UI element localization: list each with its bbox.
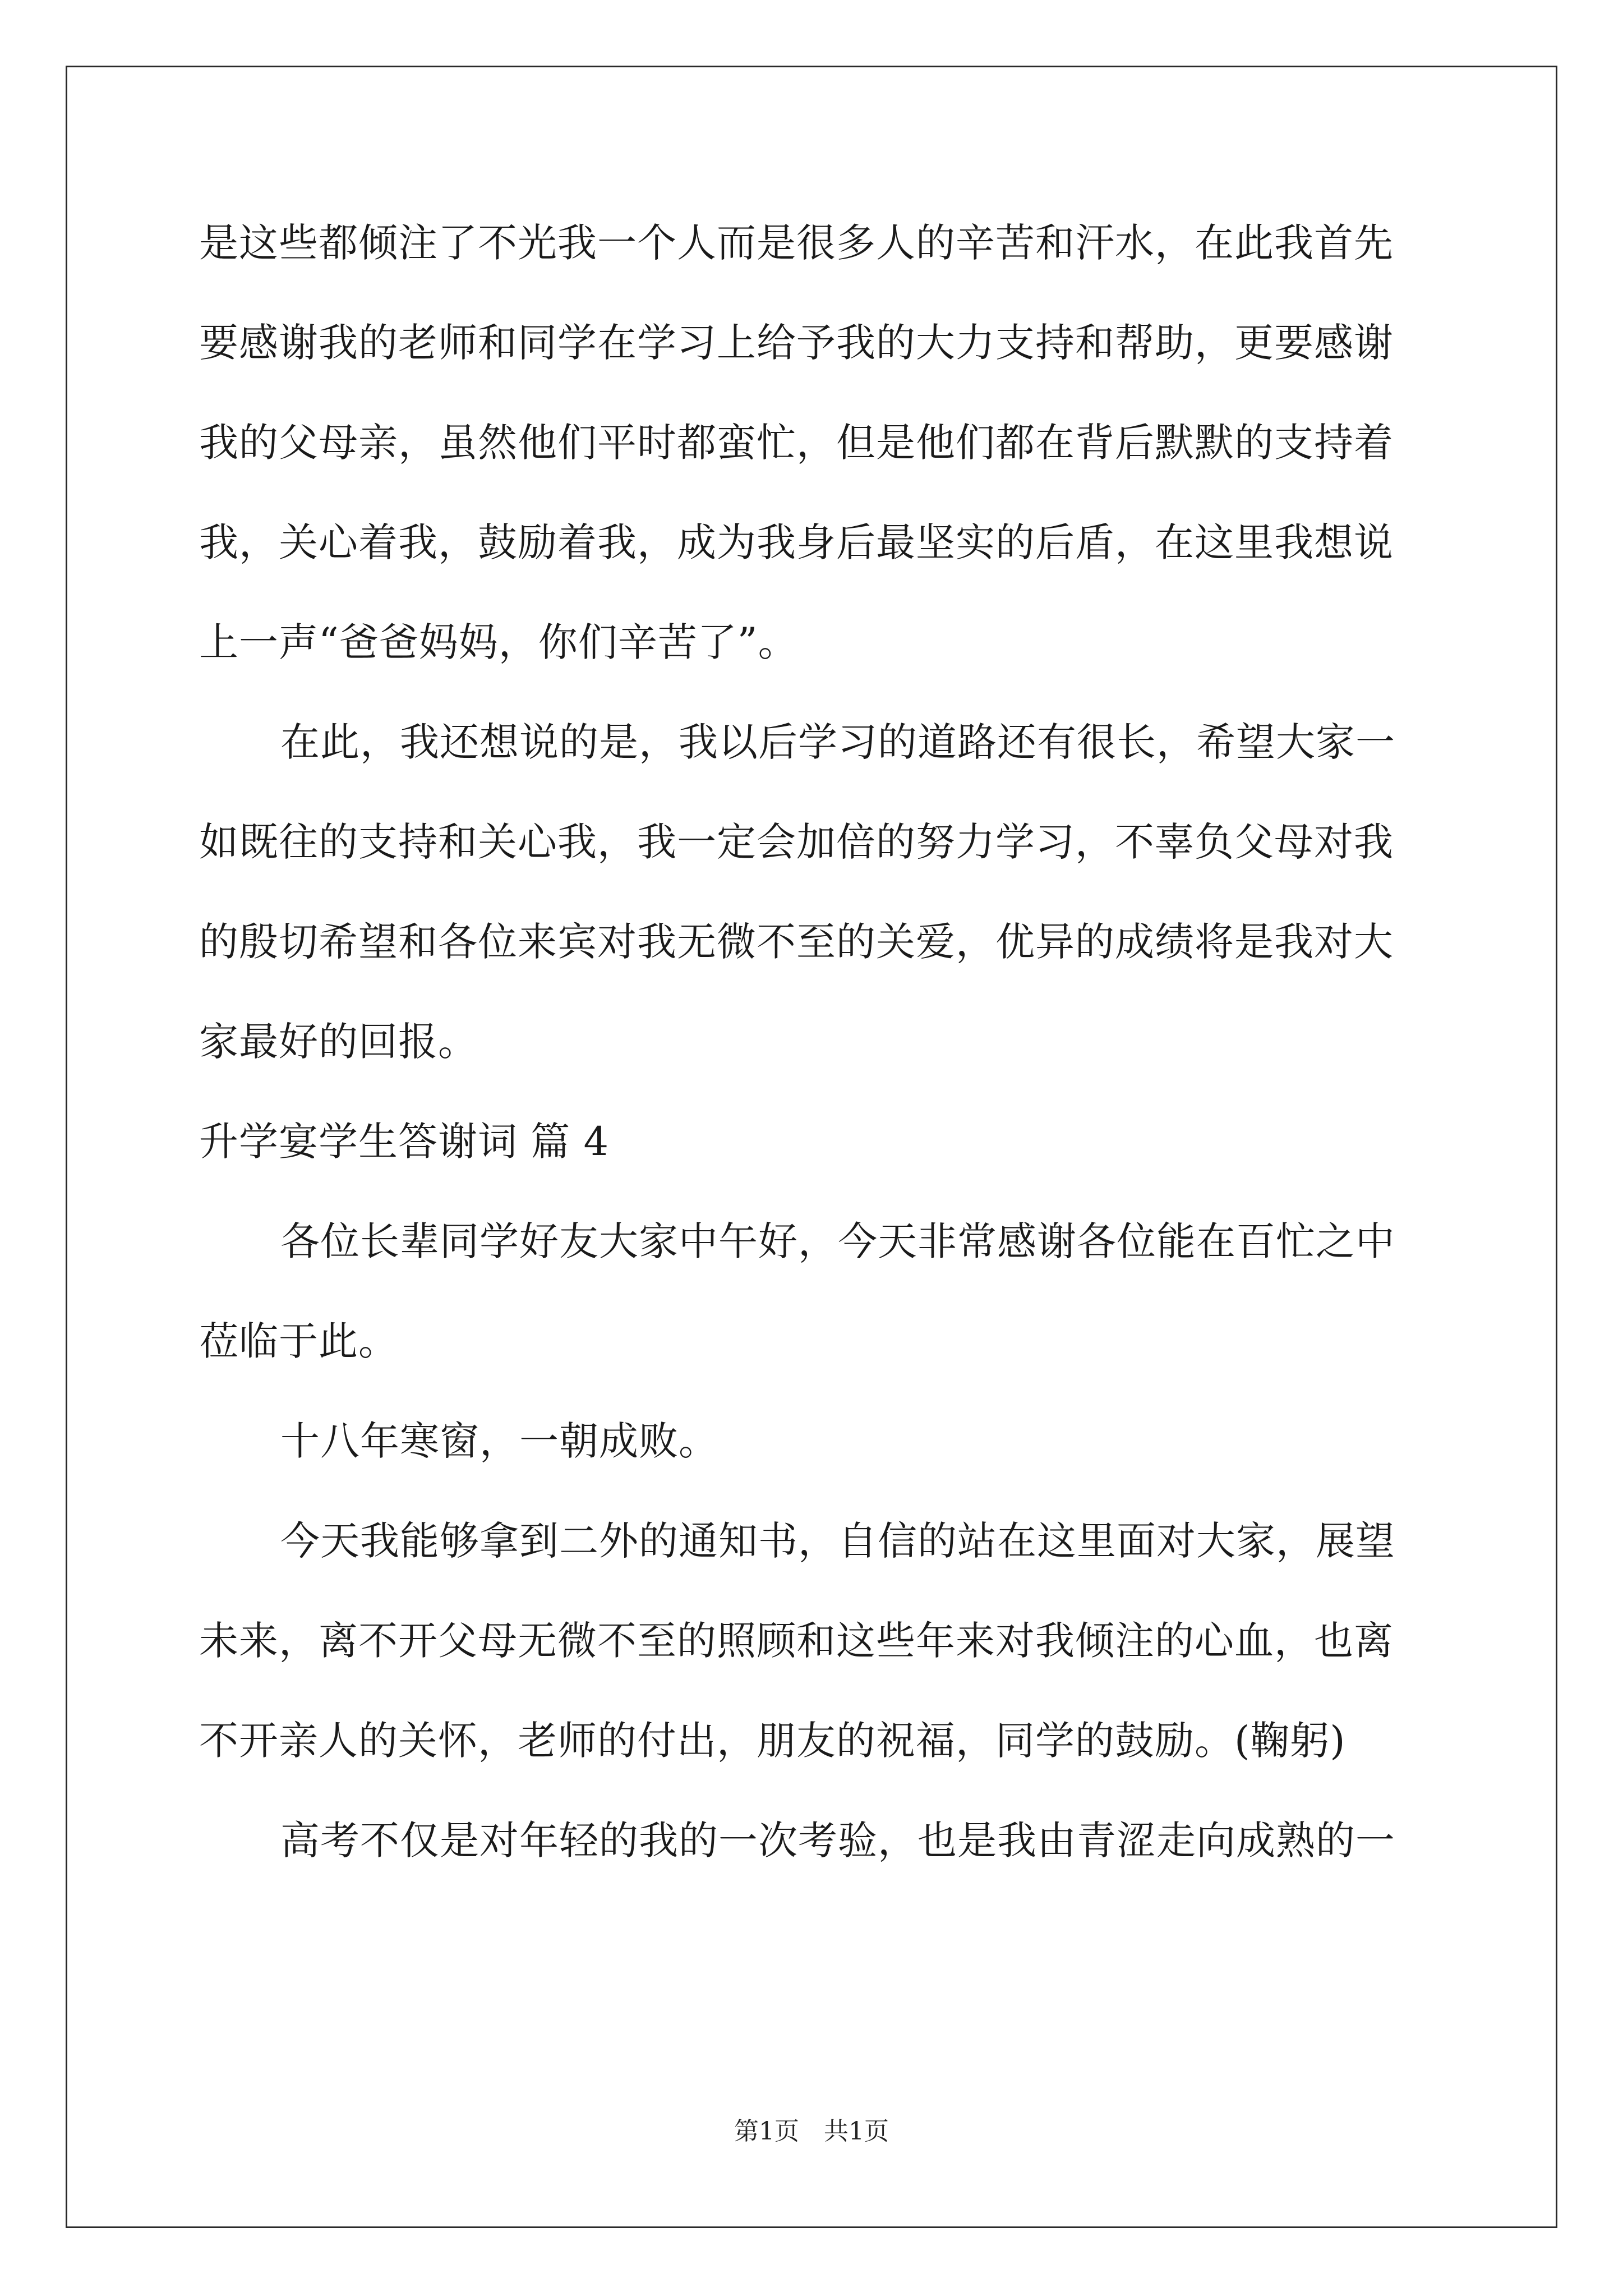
section-heading: 升学宴学生答谢词 篇 4 [199,1119,610,1165]
text-line-9: 家最好的回报。 [199,1019,478,1065]
text-line-7: 如既往的支持和关心我，我一定会加倍的努力学习，不辜负父母对我 [199,819,1394,865]
text-line-4: 我，关心着我，鼓励着我，成为我身后最坚实的后盾，在这里我想说 [199,519,1394,565]
page-footer: 第1页 共1页 [734,2117,889,2146]
text-line-16: 不开亲人的关怀，老师的付出，朋友的祝福，同学的鼓励。(鞠躬) [199,1718,1346,1764]
text-line-14: 今天我能够拿到二外的通知书，自信的站在这里面对大家，展望 [280,1518,1395,1564]
text-line-2: 要感谢我的老师和同学在学习上给予我的大力支持和帮助，更要感谢 [199,320,1394,366]
text-line-11: 各位长辈同学好友大家中午好，今天非常感谢各位能在百忙之中 [280,1218,1395,1264]
document-body [199,212,1433,1910]
text-line-6: 在此，我还想说的是，我以后学习的道路还有很长，希望大家一 [280,719,1395,765]
text-line-13: 十八年寒窗，一朝成败。 [280,1418,718,1464]
text-line-8: 的殷切希望和各位来宾对我无微不至的关爱，优异的成绩将是我对大 [199,919,1394,965]
text-line-1: 是这些都倾注了不光我一个人而是很多人的辛苦和汗水，在此我首先 [199,220,1394,266]
text-line-5: 上一声“爸爸妈妈，你们辛苦了”。 [199,619,798,665]
text-line-15: 未来，离不开父母无微不至的照顾和这些年来对我倾注的心血，也离 [199,1618,1394,1664]
text-line-17: 高考不仅是对年轻的我的一次考验，也是我由青涩走向成熟的一 [280,1818,1395,1864]
text-line-12: 莅临于此。 [199,1318,398,1364]
text-line-3: 我的父母亲，虽然他们平时都蛮忙，但是他们都在背后默默的支持着 [199,420,1394,466]
